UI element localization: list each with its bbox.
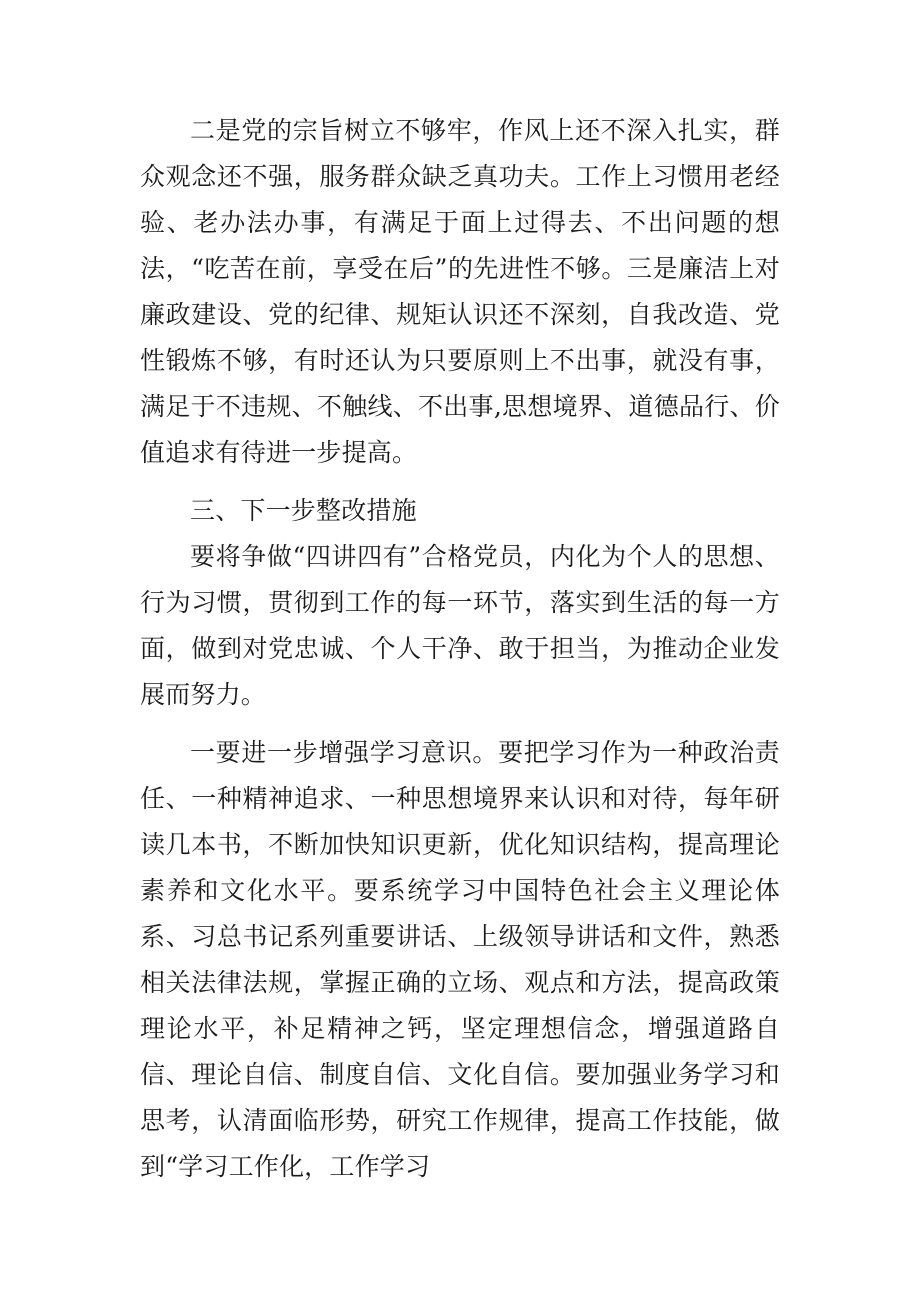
paragraph-four-talks: 要将争做“四讲四有”合格党员，内化为个人的思想、行为习惯，贯彻到工作的每一环节，落实到生活的每一方面，做到对党忠诚、个人干净、敢于担当，为推动企业发展而努力。	[140, 542, 780, 709]
paragraph-learning-awareness: 一要进一步增强学习意识。要把学习作为一种政治责任、一种精神追求、一种思想境界来认识和对待，每年研读几本书，不断加快知识更新，优化知识结构，提高理论素养和文化水平。要系统学习中国特色社会主义理论体系、习总书记系列重要讲话、上级领导讲话和文件，熟悉相关法律法规，掌握正确的立场、观点和方法，提高政策理论水平，补足精神之钙，坚定理想信念，增强道路自信、理论自信、制度自信、文化自信。要加强业务学习和思考，认清面临形势，研究工作规律，提高工作技能，做到“学习工作化，工作学习	[140, 738, 780, 1181]
paragraph-party-purpose: 二是党的宗旨树立不够牢，作风上还不深入扎实，群众观念还不强，服务群众缺乏真功夫。工作上习惯用老经验、老办法办事，有满足于面上过得去、不出问题的想法，“吃苦在前，享受在后”的先进性不够。三是廉洁上对廉政建设、党的纪律、规矩认识还不深刻，自我改造、党性锻炼不够，有时还认为只要原则上不出事，就没有事，满足于不违规、不触线、不出事,思想境界、道德品行、价值追求有待进一步提高。	[140, 116, 780, 467]
section-heading-rectification: 三、下一步整改措施	[190, 496, 417, 525]
document-body	[140, 108, 780, 1190]
